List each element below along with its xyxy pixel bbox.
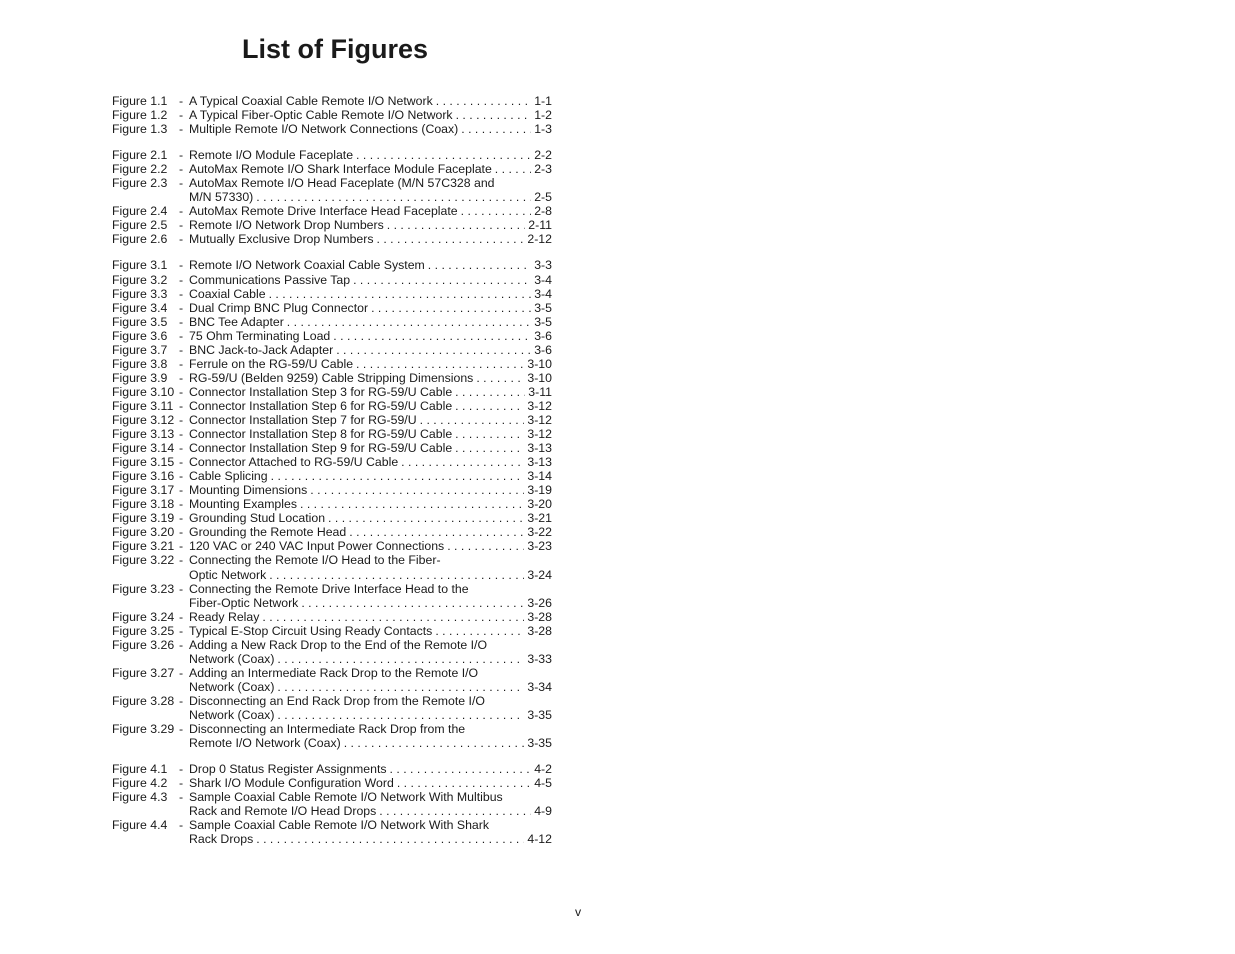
dot-leader [328,511,524,525]
figure-title: Typical E-Stop Circuit Using Ready Contacts [189,623,433,638]
figure-entry[interactable] [112,329,552,343]
figure-entry-continuation[interactable] [112,652,552,666]
entry-separator: - [179,637,184,652]
figure-title: Communications Passive Tap [189,272,351,287]
entry-separator: - [179,511,184,526]
figure-title: Disconnecting an Intermediate Rack Drop from the [189,722,466,737]
figure-title: Adding an Intermediate Rack Drop to the Remote I/O [189,665,479,680]
entry-separator: - [179,204,184,219]
figure-title: Connector Installation Step 6 for RG-59/U Cable [189,398,453,413]
figure-title: Connector Installation Step 9 for RG-59/U Cable [189,441,453,456]
figure-page: 3-5 [534,300,552,315]
figure-number: Figure 3.11 [112,398,174,413]
dot-leader [262,610,524,624]
dot-leader [455,441,524,455]
figure-number: Figure 3.6 [112,328,168,343]
figure-entry[interactable] [112,287,552,301]
figure-title: A Typical Coaxial Cable Remote I/O Network [189,94,433,108]
figure-title: Rack and Remote I/O Head Drops [189,804,377,819]
figure-title: Cable Splicing [189,469,268,484]
dot-leader [287,315,531,329]
figure-number: Figure 3.15 [112,455,175,470]
dot-leader [390,762,532,776]
figure-page: 2-3 [534,162,552,177]
figure-number: Figure 3.8 [112,356,168,371]
entry-separator: - [179,693,184,708]
entry-separator: - [179,722,184,737]
dot-leader [301,596,524,610]
dot-leader [461,204,532,218]
figure-entry[interactable] [112,638,552,652]
figure-page: 3-10 [527,356,552,371]
figure-title: Sample Coaxial Cable Remote I/O Network With Multibus [189,790,503,805]
figure-page: 2-11 [528,218,552,233]
dot-leader [256,190,531,204]
figure-number: Figure 3.2 [112,272,168,287]
dot-leader [277,680,524,694]
figure-number: Figure 3.23 [112,581,175,596]
dot-leader [428,258,531,272]
dot-leader [349,525,524,539]
figure-entry[interactable] [112,204,552,218]
figure-number: Figure 1.1 [112,94,168,108]
figure-page: 3-6 [534,342,552,357]
figure-entry-continuation[interactable] [112,680,552,694]
figure-page: 4-9 [534,804,552,819]
figure-page: 3-14 [527,469,552,484]
figure-entry[interactable] [112,776,552,790]
figure-page: 3-3 [534,258,552,273]
figure-page: 3-24 [527,567,552,582]
figure-title: Fiber-Optic Network [189,595,299,610]
entry-separator: - [179,469,184,484]
figure-entry-continuation[interactable] [112,190,552,204]
figure-title: AutoMax Remote Drive Interface Head Faceplate [189,204,458,219]
figure-number: Figure 4.2 [112,776,168,791]
figure-title: Mounting Examples [189,497,297,512]
figure-entry[interactable] [112,218,552,232]
figure-number: Figure 3.10 [112,384,175,399]
figure-entry[interactable] [112,469,552,483]
figure-number: Figure 3.12 [112,412,175,427]
figure-entry-continuation[interactable] [112,804,552,818]
figure-page: 2-8 [534,204,552,219]
dot-leader [271,469,525,483]
figure-number: Figure 3.27 [112,665,175,680]
figure-title: Mutually Exclusive Drop Numbers [189,232,374,247]
dot-leader [371,301,531,315]
entry-separator: - [179,94,184,108]
figure-page: 2-12 [527,232,552,247]
figure-title: Connector Attached to RG-59/U Cable [189,455,399,470]
figure-entry[interactable] [112,666,552,680]
dot-leader [455,427,524,441]
entry-separator: - [179,497,184,512]
figure-page: 3-12 [527,398,552,413]
figure-page: 3-20 [527,497,552,512]
figure-page: 3-28 [527,623,552,638]
figure-title: RG-59/U (Belden 9259) Cable Stripping Dimensions [189,370,474,385]
figure-title: Optic Network [189,567,267,582]
figure-page: 3-4 [534,286,552,301]
figure-entry-continuation[interactable] [112,568,552,582]
figure-page: 3-6 [534,328,552,343]
figure-number: Figure 3.5 [112,314,168,329]
figure-number: Figure 3.14 [112,441,175,456]
figure-entry[interactable] [112,413,552,427]
figure-title: Network (Coax) [189,651,275,666]
figure-entry[interactable] [112,553,552,567]
entry-separator: - [179,384,184,399]
figure-entry[interactable] [112,385,552,399]
figure-number: Figure 2.2 [112,162,168,177]
figure-entry[interactable] [112,694,552,708]
figure-title: Remote I/O Network (Coax) [189,736,341,751]
entry-separator: - [179,370,184,385]
entry-separator: - [179,218,184,233]
dot-leader [436,94,531,108]
entry-separator: - [179,122,184,137]
dot-leader [447,539,524,553]
figure-number: Figure 3.3 [112,286,168,301]
figure-title: M/N 57330) [189,190,254,205]
figure-entry[interactable] [112,273,552,287]
figure-number: Figure 3.20 [112,525,175,540]
figure-entry[interactable] [112,357,552,371]
figure-title: 75 Ohm Terminating Load [189,328,331,343]
entry-separator: - [179,762,184,777]
figure-page: 3-28 [527,609,552,624]
entry-separator: - [179,790,184,805]
figure-page: 4-2 [534,762,552,777]
dot-leader [377,232,525,246]
figure-number: Figure 2.1 [112,148,168,163]
dot-leader [476,371,524,385]
figure-title: Remote I/O Network Coaxial Cable System [189,258,425,273]
figure-title: Shark I/O Module Configuration Word [189,776,394,791]
entry-separator: - [179,483,184,498]
dot-leader [344,736,525,750]
figure-page: 2-5 [534,190,552,205]
entry-separator: - [179,525,184,540]
figure-entry-continuation[interactable] [112,596,552,610]
list-of-figures [112,94,552,858]
entry-separator: - [179,162,184,177]
dot-leader [356,148,531,162]
figure-title: Grounding the Remote Head [189,525,347,540]
figure-title: Rack Drops [189,832,254,847]
dot-leader [455,399,524,413]
figure-entry[interactable] [112,539,552,553]
figure-number: Figure 3.25 [112,623,175,638]
dot-leader [336,343,531,357]
figure-entry[interactable] [112,610,552,624]
figure-number: Figure 3.28 [112,693,175,708]
figure-number: Figure 4.4 [112,818,168,833]
figure-entry[interactable] [112,315,552,329]
figure-title: Connector Installation Step 8 for RG-59/U Cable [189,427,453,442]
figure-number: Figure 3.17 [112,483,175,498]
figure-page: 3-22 [527,525,552,540]
figure-entry-continuation[interactable] [112,832,552,846]
figure-page: 3-23 [527,539,552,554]
figure-entry[interactable] [112,232,552,246]
dot-leader [461,122,531,136]
entry-separator: - [179,286,184,301]
dot-leader [256,832,524,846]
dot-leader [397,776,531,790]
figure-title: Ready Relay [189,609,260,624]
figure-title: AutoMax Remote I/O Shark Interface Module Faceplate [189,162,492,177]
figure-entry[interactable] [112,624,552,638]
figure-entry[interactable] [112,525,552,539]
entry-separator: - [179,818,184,833]
figure-page: 1-3 [534,122,552,137]
entry-separator: - [179,258,184,273]
figure-title: Multiple Remote I/O Network Connections (Coax) [189,122,459,137]
figure-page: 3-26 [527,595,552,610]
figure-title: AutoMax Remote I/O Head Faceplate (M/N 57C328 and [189,176,495,191]
figure-number: Figure 3.4 [112,300,168,315]
figure-entry[interactable] [112,441,552,455]
figure-entry[interactable] [112,122,552,136]
figure-title: Remote I/O Module Faceplate [189,148,354,163]
dot-leader [353,273,531,287]
figure-number: Figure 4.3 [112,790,168,805]
figure-entry[interactable] [112,818,552,832]
figure-number: Figure 3.18 [112,497,175,512]
entry-separator: - [179,108,184,123]
dot-leader [333,329,531,343]
figure-page: 4-12 [527,832,552,847]
figure-page: 3-12 [527,427,552,442]
figure-entry[interactable] [112,455,552,469]
entry-separator: - [179,328,184,343]
figure-entry[interactable] [112,511,552,525]
figure-page: 3-13 [527,441,552,456]
dot-leader [300,497,524,511]
dot-leader [356,357,524,371]
dot-leader [401,455,524,469]
figure-page: 3-5 [534,314,552,329]
figure-group [112,258,552,750]
figure-page: 3-4 [534,272,552,287]
dot-leader [269,568,524,582]
figure-title: Connecting the Remote Drive Interface Head to the [189,581,469,596]
figure-page: 3-33 [527,651,552,666]
figure-page: 1-2 [534,108,552,123]
figure-number: Figure 3.9 [112,370,168,385]
figure-title: Coaxial Cable [189,286,266,301]
entry-separator: - [179,314,184,329]
figure-title: Dual Crimp BNC Plug Connector [189,300,369,315]
figure-title: 120 VAC or 240 VAC Input Power Connections [189,539,445,554]
figure-page: 3-10 [527,370,552,385]
figure-page: 3-11 [528,384,552,399]
figure-title: Network (Coax) [189,679,275,694]
figure-title: Ferrule on the RG-59/U Cable [189,356,354,371]
entry-separator: - [179,412,184,427]
dot-leader [495,162,531,176]
figure-page: 1-1 [534,94,552,108]
figure-number: Figure 2.3 [112,176,168,191]
figure-number: Figure 3.24 [112,609,175,624]
figure-title: Sample Coaxial Cable Remote I/O Network With Shark [189,818,490,833]
figure-entry[interactable] [112,301,552,315]
entry-separator: - [179,776,184,791]
figure-group [112,148,552,246]
figure-number: Figure 1.3 [112,122,168,137]
figure-entry[interactable] [112,722,552,736]
dot-leader [310,483,524,497]
figure-number: Figure 3.16 [112,469,175,484]
page-title: List of Figures [242,34,429,64]
figure-number: Figure 4.1 [112,762,168,777]
figure-entry[interactable] [112,343,552,357]
entry-separator: - [179,455,184,470]
entry-separator: - [179,427,184,442]
entry-separator: - [179,272,184,287]
figure-number: Figure 2.6 [112,232,168,247]
figure-page: 3-35 [527,736,552,751]
figure-entry[interactable] [112,162,552,176]
figure-entry[interactable] [112,258,552,272]
figure-entry[interactable] [112,497,552,511]
entry-separator: - [179,232,184,247]
figure-number: Figure 2.5 [112,218,168,233]
dot-leader [420,413,525,427]
figure-number: Figure 3.13 [112,427,175,442]
figure-number: Figure 3.7 [112,342,168,357]
entry-separator: - [179,553,184,568]
figure-number: Figure 3.22 [112,553,175,568]
figure-title: Connector Installation Step 3 for RG-59/U Cable [189,384,453,399]
figure-number: Figure 1.2 [112,108,168,123]
figure-page: 3-34 [527,679,552,694]
figure-group [112,762,552,846]
dot-leader [277,708,524,722]
figure-page: 2-2 [534,148,552,163]
dot-leader [379,804,531,818]
figure-entry[interactable] [112,762,552,776]
figure-page: 3-19 [527,483,552,498]
figure-title: BNC Tee Adapter [189,314,284,329]
figure-entry[interactable] [112,483,552,497]
figure-number: Figure 3.26 [112,637,175,652]
figure-number: Figure 3.29 [112,722,175,737]
dot-leader [277,652,524,666]
figure-entry[interactable] [112,427,552,441]
figure-page: 4-5 [534,776,552,791]
figure-title: Mounting Dimensions [189,483,308,498]
dot-leader [269,287,532,301]
entry-separator: - [179,539,184,554]
dot-leader [455,385,525,399]
dot-leader [387,218,526,232]
figure-page: 3-35 [527,707,552,722]
dot-leader [435,624,524,638]
figure-entry[interactable] [112,790,552,804]
figure-title: Connector Installation Step 7 for RG-59/U [189,412,417,427]
entry-separator: - [179,441,184,456]
figure-group [112,94,552,136]
figure-title: A Typical Fiber-Optic Cable Remote I/O Network [189,108,453,123]
entry-separator: - [179,148,184,163]
figure-title: Remote I/O Network Drop Numbers [189,218,384,233]
figure-number: Figure 3.1 [112,258,168,273]
figure-number: Figure 2.4 [112,204,168,219]
figure-entry[interactable] [112,148,552,162]
figure-title: BNC Jack-to-Jack Adapter [189,342,334,357]
entry-separator: - [179,581,184,596]
figure-number: Figure 3.19 [112,511,175,526]
entry-separator: - [179,300,184,315]
figure-entry[interactable] [112,176,552,190]
figure-entry-continuation[interactable] [112,708,552,722]
figure-title: Connecting the Remote I/O Head to the Fiber- [189,553,441,568]
figure-entry-continuation[interactable] [112,736,552,750]
figure-entry[interactable] [112,582,552,596]
entry-separator: - [179,356,184,371]
figure-title: Drop 0 Status Register Assignments [189,762,387,777]
dot-leader [456,108,532,122]
page-number: v [575,905,582,919]
entry-separator: - [179,623,184,638]
entry-separator: - [179,398,184,413]
figure-title: Adding a New Rack Drop to the End of the Remote I/O [189,637,488,652]
entry-separator: - [179,665,184,680]
figure-number: Figure 3.21 [112,539,175,554]
entry-separator: - [179,176,184,191]
figure-page: 3-21 [527,511,552,526]
figure-entry[interactable] [112,371,552,385]
figure-entry[interactable] [112,94,552,108]
entry-separator: - [179,609,184,624]
figure-entry[interactable] [112,108,552,122]
entry-separator: - [179,342,184,357]
figure-page: 3-13 [527,455,552,470]
figure-entry[interactable] [112,399,552,413]
figure-title: Network (Coax) [189,707,275,722]
figure-title: Grounding Stud Location [189,511,326,526]
figure-title: Disconnecting an End Rack Drop from the Remote I/O [189,693,485,708]
figure-page: 3-12 [527,412,552,427]
